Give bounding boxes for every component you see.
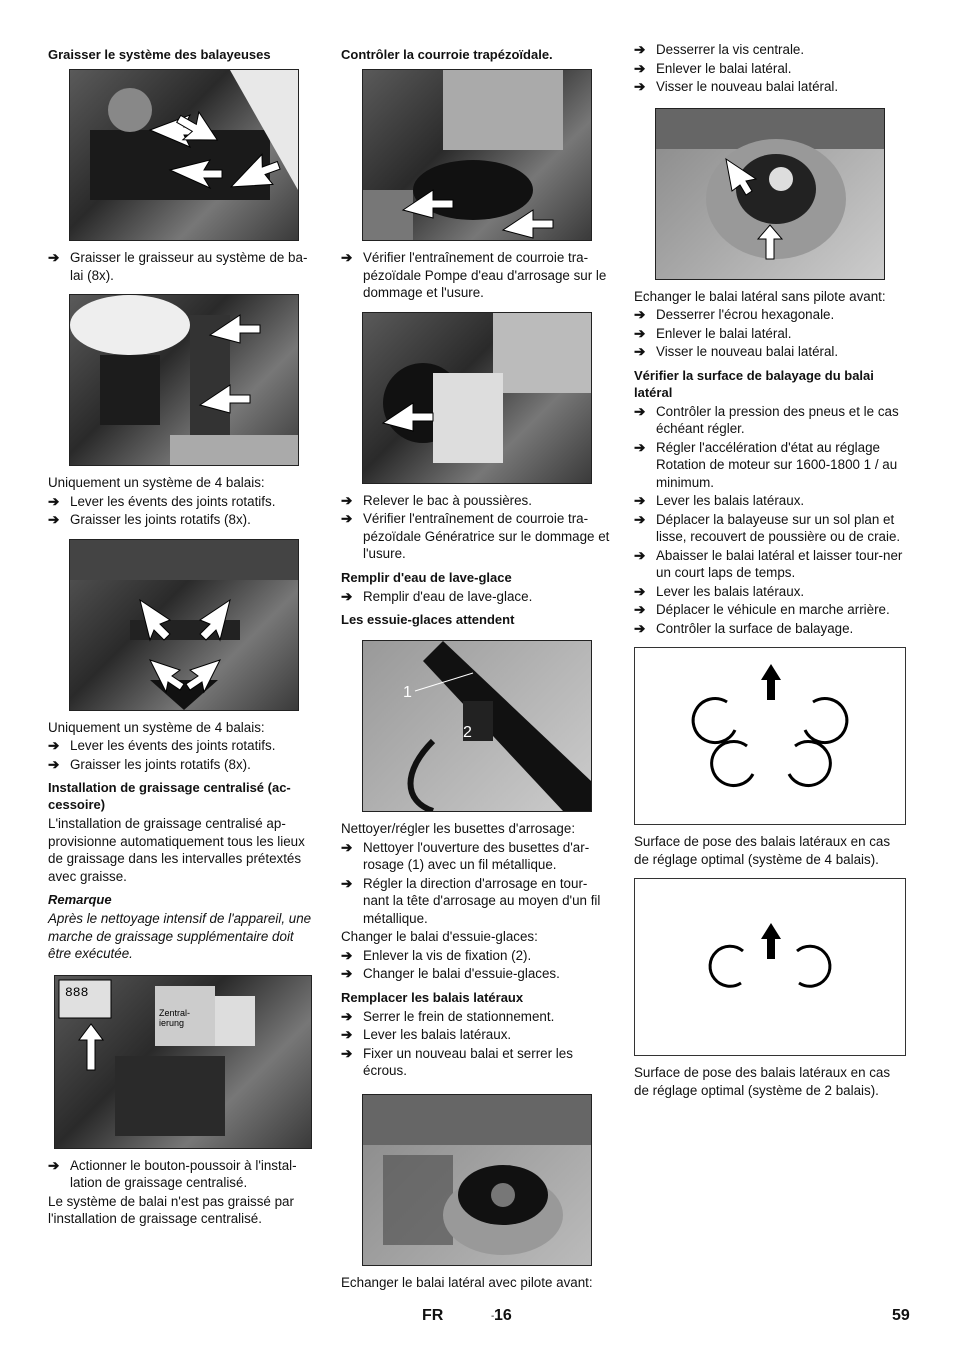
arrow-right-icon: ➔ bbox=[341, 947, 353, 963]
arrow-right-icon: ➔ bbox=[634, 79, 646, 94]
arrow-right-icon: ➔ bbox=[341, 492, 353, 508]
footer-page-number: 59 bbox=[892, 1307, 910, 1324]
arrow-right-icon: ➔ bbox=[634, 60, 646, 76]
arrow-right-icon: ➔ bbox=[634, 344, 646, 359]
step-item: ➔ Lever les évents des joints rotatifs. bbox=[48, 738, 276, 753]
heading-check-sweep-surface: Vérifier la surface de balayage du balai latéral bbox=[634, 367, 874, 400]
heading-grease-sweepers: Graisser le système des balayeuses bbox=[48, 47, 271, 62]
column-2: Contrôler la courroie trapézoïdale. ➔ Vérifier l'entraînement de courroie tra-pézoïdale Pompe d'eau d'arrosage sur le dommage et l'usure. ➔ Relever le bac à poussières. ➔ Vérifier l'entraînement de courroie tra-pézoïdale Génératrice sur le dommage et l'usure. Remplir d'eau de lave-glace ➔ Remplir d'eau de lave-glace. Les essuie-glaces attendent 1 2 Nettoyer/régler les busettes d'arrosage: ➔ Nettoyer l'ouverture des busettes d'ar-rosage (1) avec un fil métallique. ➔ Régler la direction d'arrosage en tour-nant la tête d'arrosage au moyen d'un fil métallique. Changer le balai d'essuie-glaces: ➔ Enlever la vis de fixation (2). ➔ Changer le balai d'essuie-glaces. Remplacer les balais latéraux ➔ Serrer le frein de stationnement. ➔ Lever les balais latéraux. ➔ Fixer un nouveau balai et serrer les écrous. Echanger le balai latéral avec pilote avant: bbox=[341, 40, 613, 1291]
arrow-right-icon: ➔ bbox=[341, 588, 353, 604]
photo-sweeper-grease-nipples bbox=[69, 69, 299, 241]
arrow-right-icon: ➔ bbox=[634, 547, 646, 563]
column-1: Graisser le système des balayeuses ➔ Graisser le graisseur au système de ba-lai (8x). Uniquement un système de 4 balais: ➔ Lever les évents des joints rotatifs. ➔ Graisser les joints rotatifs (8x). Uniquement un système de 4 balais: ➔ Lever les évents des joints rotatifs. ➔ Graisser les joints rotatifs (8x). Installation de graissage centralisé (ac-cessoire) L'installation de graissage centralisé ap-provisionne automatiquement tous les lieux de graissage dans les intervalles prétextés avec graisse. Remarque Après le nettoyage intensif de l'appareil, une marche de graissage supplémentaire doit être exécutée. 888 Zentral- ierung ➔ Actionner le bouton-poussoir à l'instal-lation de graissage centralisé. Le système de balai n'est pas graissé par l'installation de graissage centralisé. bbox=[48, 40, 320, 1228]
photo-rotary-joints-a bbox=[69, 294, 299, 466]
arrow-right-icon: ➔ bbox=[48, 1157, 60, 1173]
brush-contact-arc-icon bbox=[789, 741, 830, 785]
brush-contact-arc-icon bbox=[710, 946, 743, 986]
arrow-right-icon: ➔ bbox=[48, 493, 60, 509]
step-item: ➔ Graisser le graisseur au système de ba-lai (8x). bbox=[48, 250, 308, 283]
step-item: ➔ Déplacer la balayeuse sur un sol plan et lisse, recouvert de poussière ou de craie. bbox=[634, 511, 901, 544]
direction-arrow-icon bbox=[761, 664, 781, 700]
arrow-right-icon: ➔ bbox=[634, 307, 646, 322]
arrow-right-icon: ➔ bbox=[341, 511, 353, 526]
photo-wiper-nozzle bbox=[362, 640, 592, 812]
arrow-right-icon: ➔ bbox=[634, 511, 646, 527]
arrow-right-icon: ➔ bbox=[341, 250, 353, 265]
step-item: ➔ Contrôler la surface de balayage. bbox=[634, 620, 854, 636]
arrow-right-icon: ➔ bbox=[341, 875, 353, 891]
heading-check-belt: Contrôler la courroie trapézoïdale. bbox=[341, 47, 553, 62]
arrow-right-icon: ➔ bbox=[634, 403, 646, 419]
step-item: ➔ Régler l'accélération d'état au réglage Rotation de moteur sur 1600-1800 1 / au minimum. bbox=[634, 439, 898, 490]
step-item: ➔ Lever les balais latéraux. bbox=[634, 583, 805, 599]
display-digits: 888 bbox=[65, 984, 89, 1000]
footer-section-page: 16 bbox=[494, 1307, 512, 1324]
brush-contact-arc-icon bbox=[693, 699, 735, 743]
heading-fill-washer: Remplir d'eau de lave-glace bbox=[341, 569, 512, 585]
callout-1: 1 bbox=[403, 684, 412, 701]
step-item: ➔ Visser le nouveau balai latéral. bbox=[634, 79, 839, 94]
step-item: ➔ Graisser les joints rotatifs (8x). bbox=[48, 512, 251, 527]
heading-replace-side-brushes: Remplacer les balais latéraux bbox=[341, 989, 524, 1005]
diagram-4-brush-contact bbox=[634, 647, 906, 825]
footer-language: FR bbox=[422, 1307, 444, 1324]
footer-dash: - bbox=[491, 1311, 495, 1322]
step-item: ➔ Vérifier l'entraînement de courroie tra-pézoïdale Pompe d'eau d'arrosage sur le dommage et l'usure. bbox=[341, 250, 607, 300]
arrow-right-icon: ➔ bbox=[341, 966, 353, 981]
photo-rotary-joints-b bbox=[69, 539, 299, 711]
arrow-right-icon: ➔ bbox=[48, 738, 60, 753]
arrow-right-icon: ➔ bbox=[634, 602, 646, 617]
step-item: ➔ Lever les balais latéraux. bbox=[341, 1027, 512, 1042]
step-item: ➔ Relever le bac à poussières. bbox=[341, 492, 532, 508]
photo-belt-water-pump bbox=[362, 69, 592, 241]
arrow-right-icon: ➔ bbox=[634, 493, 646, 508]
step-item: ➔ Desserrer l'écrou hexagonale. bbox=[634, 307, 835, 322]
step-item: ➔ Contrôler la pression des pneus et le cas échéant régler. bbox=[634, 403, 899, 436]
arrow-right-icon: ➔ bbox=[634, 620, 646, 636]
step-item: ➔ Enlever la vis de fixation (2). bbox=[341, 947, 532, 963]
arrow-right-icon: ➔ bbox=[634, 439, 646, 455]
heading-central-lubrication: Installation de graissage centralisé (ac-cessoire) bbox=[48, 780, 291, 812]
step-item: ➔ Abaisser le balai latéral et laisser tour-ner un court laps de temps. bbox=[634, 547, 903, 580]
step-item: ➔ Remplir d'eau de lave-glace. bbox=[341, 588, 533, 604]
direction-arrow-icon bbox=[761, 923, 781, 959]
brush-contact-arc-icon bbox=[712, 741, 753, 785]
step-item: ➔ Enlever le balai latéral. bbox=[634, 60, 792, 76]
heading-remark: Remarque bbox=[48, 892, 112, 907]
step-item: ➔ Changer le balai d'essuie-glaces. bbox=[341, 966, 560, 981]
photo-central-lubrication-unit bbox=[54, 975, 312, 1149]
step-item: ➔ Enlever le balai latéral. bbox=[634, 325, 792, 341]
svg-text:Zentral-: Zentral- bbox=[159, 1007, 191, 1018]
column-3: ➔ Desserrer la vis centrale. ➔ Enlever le balai latéral. ➔ Visser le nouveau balai latéral. Echanger le balai latéral sans pilote avant: ➔ Desserrer l'écrou hexagonale. ➔ Enlever le balai latéral. ➔ Visser le nouveau balai latéral. Vérifier la surface de balayage du balai latéral ➔ Contrôler la pression des pneus et le cas échéant régler. ➔ Régler l'accélération d'état au réglage Rotation de moteur sur 1600-1800 1 / au minimum. ➔ Lever les balais latéraux. ➔ Déplacer la balayeuse sur un sol plan et lisse, recouvert de poussière ou de craie. ➔ Abaisser le balai latéral et laisser tour-ner un court laps de temps. ➔ Lever les balais latéraux. ➔ Déplacer le véhicule en marche arrière. ➔ Contrôler la surface de balayage. Surface de pose des balais latéraux en cas de réglage optimal (système de 4 balais). Surface de pose des balais latéraux en cas de réglage optimal (système de 2 balais). bbox=[634, 40, 906, 1099]
arrow-right-icon: ➔ bbox=[634, 583, 646, 599]
step-item: ➔ Graisser les joints rotatifs (8x). bbox=[48, 756, 251, 772]
arrow-right-icon: ➔ bbox=[634, 325, 646, 341]
arrow-right-icon: ➔ bbox=[634, 42, 646, 57]
step-item: ➔ Vérifier l'entraînement de courroie tra-pézoïdale Génératrice sur le dommage et l'usure. bbox=[341, 511, 610, 561]
photo-side-brush-with-pilot bbox=[362, 1094, 592, 1266]
svg-text:ierung: ierung bbox=[159, 1017, 185, 1028]
step-item: ➔ Déplacer le véhicule en marche arrière. bbox=[634, 602, 890, 617]
arrow-right-icon: ➔ bbox=[341, 1008, 353, 1024]
arrow-right-icon: ➔ bbox=[341, 839, 353, 855]
arrow-right-icon: ➔ bbox=[48, 756, 60, 772]
step-item: ➔ Actionner le bouton-poussoir à l'instal-lation de graissage centralisé. bbox=[48, 1157, 297, 1190]
brush-contact-arc-icon bbox=[805, 699, 847, 743]
diagram-2-brush-contact bbox=[634, 878, 906, 1056]
callout-2: 2 bbox=[463, 724, 472, 741]
step-item: ➔ Régler la direction d'arrosage en tour-nant la tête d'arrosage au moyen d'un fil métallique. bbox=[341, 875, 601, 926]
photo-side-brush-without-pilot bbox=[655, 108, 885, 280]
step-item: ➔ Visser le nouveau balai latéral. bbox=[634, 344, 839, 359]
brush-contact-arc-icon bbox=[797, 946, 830, 986]
step-item: ➔ Desserrer la vis centrale. bbox=[634, 42, 805, 57]
step-item: ➔ Nettoyer l'ouverture des busettes d'ar-rosage (1) avec un fil métallique. bbox=[341, 839, 590, 872]
arrow-right-icon: ➔ bbox=[48, 250, 60, 265]
push-button-arrow-icon bbox=[79, 1024, 103, 1070]
arrow-right-icon: ➔ bbox=[48, 512, 60, 527]
heading-wipers: Les essuie-glaces attendent bbox=[341, 612, 515, 627]
photo-belt-generator bbox=[362, 312, 592, 484]
arrow-right-icon: ➔ bbox=[341, 1027, 353, 1042]
step-item: ➔ Lever les balais latéraux. bbox=[634, 493, 805, 508]
step-item: ➔ Fixer un nouveau balai et serrer les écrous. bbox=[341, 1045, 573, 1078]
arrow-right-icon: ➔ bbox=[341, 1045, 353, 1061]
step-item: ➔ Serrer le frein de stationnement. bbox=[341, 1008, 555, 1024]
step-item: ➔ Lever les évents des joints rotatifs. bbox=[48, 493, 276, 509]
